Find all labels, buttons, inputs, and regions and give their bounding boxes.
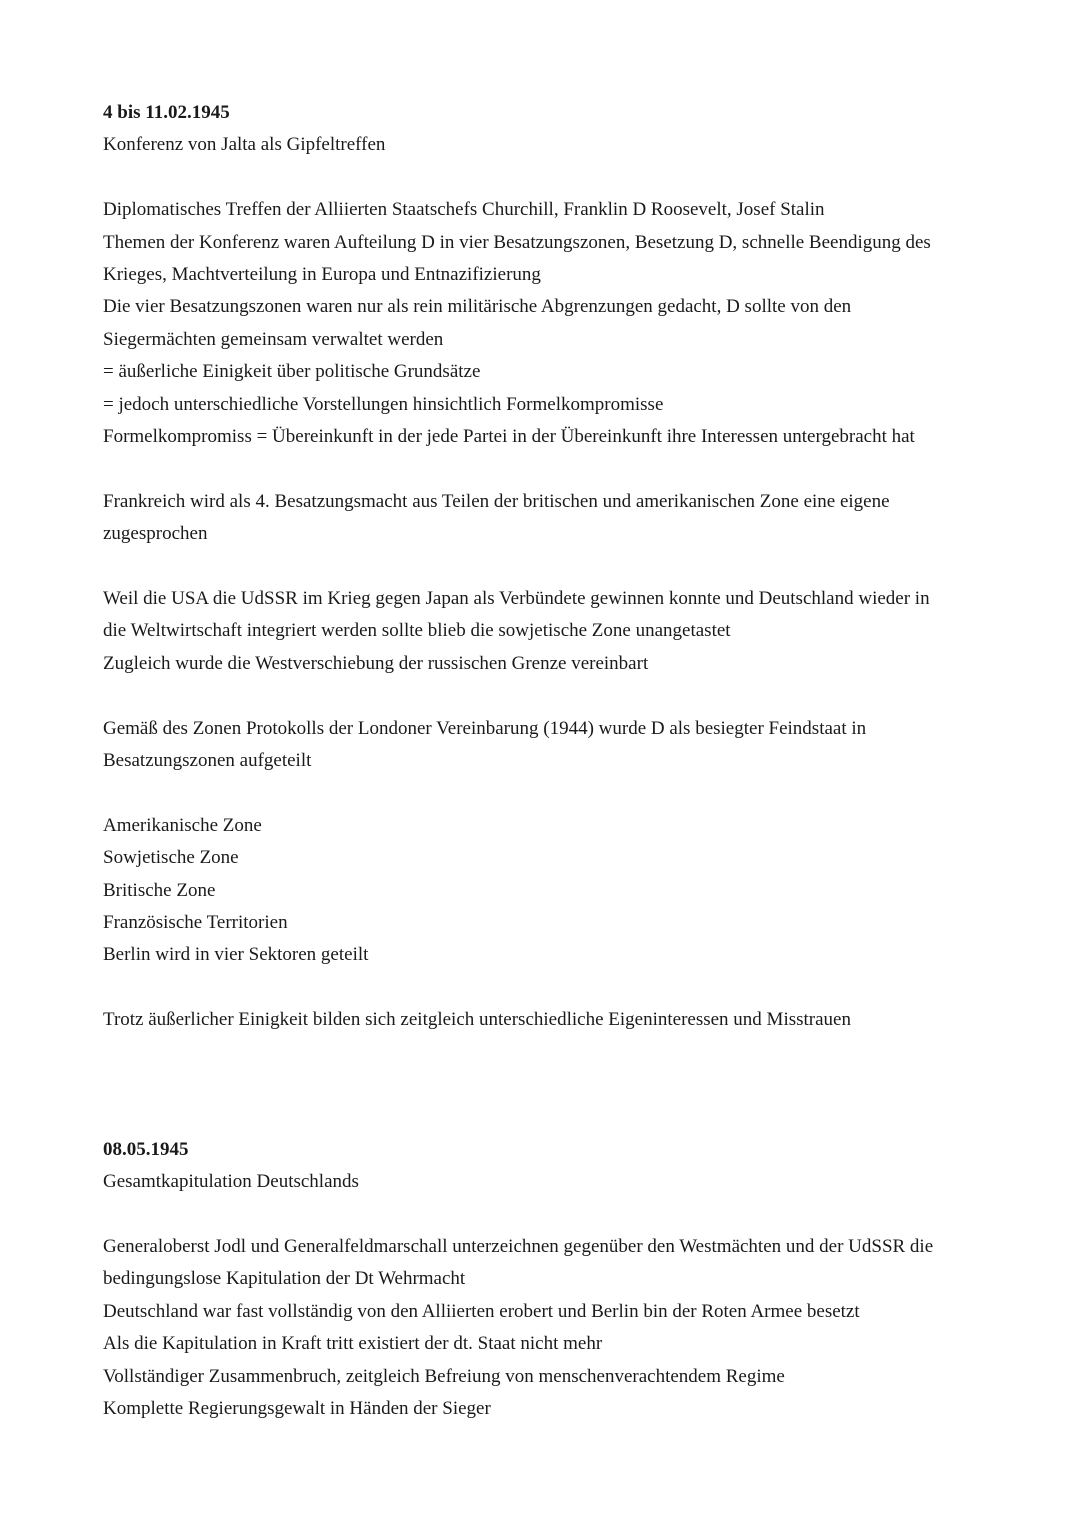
text-line: = äußerliche Einigkeit über politische Grundsätze <box>103 361 481 383</box>
text-line: bedingungslose Kapitulation der Dt Wehrmacht <box>103 1268 466 1290</box>
section-date: 08.05.1945 <box>103 1138 189 1160</box>
text-line: = jedoch unterschiedliche Vorstellungen hinsichtlich Formelkompromisse <box>103 393 664 415</box>
text-line: Deutschland war fast vollständig von den Alliierten erobert und Berlin bin der Roten Armee besetzt <box>103 1300 860 1322</box>
zone-item: Amerikanische Zone <box>103 814 262 836</box>
section-date: 4 bis 11.02.1945 <box>103 102 230 123</box>
text-line: Die vier Besatzungszonen waren nur als rein militärische Abgrenzungen gedacht, D sollte von den <box>103 296 852 318</box>
text-line: Themen der Konferenz waren Aufteilung D in vier Besatzungszonen, Besetzung D, schnelle Beendigung des <box>103 231 931 253</box>
text-line: Vollständiger Zusammenbruch, zeitgleich Befreiung von menschenverachtendem Regime <box>103 1365 785 1387</box>
text-line: Als die Kapitulation in Kraft tritt existiert der dt. Staat nicht mehr <box>103 1333 603 1355</box>
text-line: Trotz äußerlicher Einigkeit bilden sich zeitgleich unterschiedliche Eigeninteressen und Misstrauen <box>103 1009 851 1031</box>
section-title: Gesamtkapitulation Deutschlands <box>103 1171 359 1193</box>
spacer <box>103 1199 1003 1231</box>
spacer <box>103 551 1003 583</box>
text-line: Formelkompromiss = Übereinkunft in der jede Partei in der Übereinkunft ihre Interessen untergebracht hat <box>103 426 915 448</box>
spacer <box>103 162 1003 194</box>
text-line: Krieges, Machtverteilung in Europa und Entnazifizierung <box>103 264 541 286</box>
text-line: Zugleich wurde die Westverschiebung der russischen Grenze vereinbart <box>103 652 649 674</box>
spacer <box>103 777 1003 809</box>
text-line: Weil die USA die UdSSR im Krieg gegen Japan als Verbündete gewinnen konnte und Deutschland wieder in <box>103 588 930 610</box>
text-line: Besatzungszonen aufgeteilt <box>103 750 312 772</box>
text-line: Komplette Regierungsgewalt in Händen der Sieger <box>103 1398 491 1420</box>
text-line: Generaloberst Jodl und Generalfeldmarschall unterzeichnen gegenüber den Westmächten und der UdSSR die <box>103 1236 934 1258</box>
text-line: Siegermächten gemeinsam verwaltet werden <box>103 328 444 350</box>
zone-item: Britische Zone <box>103 879 216 901</box>
zone-item: Französische Territorien <box>103 912 288 934</box>
document-page <box>103 97 1003 1426</box>
text-line: Frankreich wird als 4. Besatzungsmacht aus Teilen der britischen und amerikanischen Zone eine eigene <box>103 490 890 512</box>
section-title: Konferenz von Jalta als Gipfeltreffen <box>103 134 386 156</box>
spacer <box>103 453 1003 485</box>
text-line: die Weltwirtschaft integriert werden sollte blieb die sowjetische Zone unangetastet <box>103 620 731 642</box>
spacer <box>103 680 1003 712</box>
text-line: Diplomatisches Treffen der Alliierten Staatschefs Churchill, Franklin D Roosevelt, Josef Stalin <box>103 199 825 221</box>
spacer <box>103 1037 1003 1134</box>
spacer <box>103 972 1003 1004</box>
text-line: Gemäß des Zonen Protokolls der Londoner Vereinbarung (1944) wurde D als besiegter Feindstaat in <box>103 717 867 739</box>
zone-item: Berlin wird in vier Sektoren geteilt <box>103 944 369 966</box>
text-line: zugesprochen <box>103 523 208 545</box>
zone-item: Sowjetische Zone <box>103 847 239 869</box>
